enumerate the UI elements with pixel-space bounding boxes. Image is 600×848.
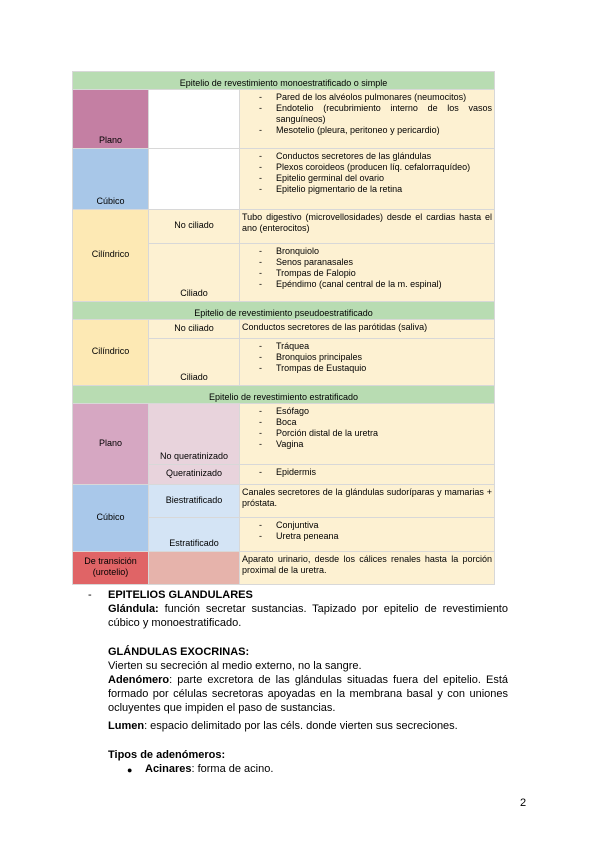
page-number: 2 (520, 797, 527, 809)
bullet-icon: ● (127, 765, 133, 775)
sub-ciliado: Ciliado (149, 339, 240, 386)
type-cilindrico: Cilíndrico (73, 210, 149, 302)
section-title: EPITELIOS GLANDULARES (108, 589, 253, 601)
sub-no-ciliado: No ciliado (149, 320, 240, 339)
glandula-def: función secretar sustancias. Tapizado por epitelio de revestimiento cúbico y monoestratificado. (108, 603, 508, 629)
sub-no-queratinizado: No queratinizado (149, 404, 240, 465)
mono-cil-no-ciliado: Tubo digestivo (microvellosidades) desde el cardias hasta el ano (enterocitos) (240, 210, 495, 244)
list-item: - Conductos secretores de las glándulas (240, 151, 492, 162)
adenomero-def: : parte excretora de las glándulas situadas fuera del epitelio. Está formado por células secretoras apoyadas en la membrana basal y con uniones ocluyentes que impiden el paso de sustancias. (108, 674, 508, 714)
epithelium-table (72, 71, 495, 585)
empty-cell (149, 149, 240, 210)
glandula-paragraph (108, 602, 508, 630)
pseudo-no-ciliado: Conductos secretores de las parótidas (saliva) (240, 320, 495, 339)
estr-no-queratinizado (240, 404, 495, 465)
empty-cell (149, 90, 240, 149)
list-item: - Conjuntiva (240, 520, 492, 531)
section-header-estr: Epitelio de revestimiento estratificado (73, 386, 495, 404)
sub-no-ciliado: No ciliado (149, 210, 240, 244)
acinares-def: : forma de acino. (191, 763, 274, 775)
type-plano-estr: Plano (73, 404, 149, 485)
list-item: - Trompas de Falopio (240, 268, 492, 279)
estr-estratificado (240, 518, 495, 552)
list-item: - Senos paranasales (240, 257, 492, 268)
list-item: - Trompas de Eustaquio (240, 363, 492, 374)
estr-biestratificado: Canales secretores de la glándulas sudoríparas y mamarias + próstata. (240, 485, 495, 518)
exocrinas-title: GLÁNDULAS EXOCRINAS: (108, 646, 250, 658)
list-item: - Mesotelio (pleura, peritoneo y pericardio) (240, 125, 492, 136)
list-item: - Boca (240, 417, 492, 428)
list-item: - Bronquios principales (240, 352, 492, 363)
mono-plano-list (240, 90, 495, 149)
adenomero-paragraph (108, 673, 508, 715)
list-item: - Uretra peneana (240, 531, 492, 542)
sub-biestratificado: Biestratificado (149, 485, 240, 518)
list-item: - Bronquiolo (240, 246, 492, 257)
acinares-item (145, 762, 273, 776)
list-item: - Epitelio germinal del ovario (240, 173, 492, 184)
type-transicion: De transición (urotelio) (73, 552, 149, 585)
adenomero-term: Adenómero (108, 674, 170, 686)
estr-transicion: Aparato urinario, desde los cálices renales hasta la porción proximal de la uretra. (240, 552, 495, 585)
sub-queratinizado: Queratinizado (149, 465, 240, 485)
glandula-term: Glándula: (108, 603, 159, 615)
list-item: - Tráquea (240, 341, 492, 352)
mono-cil-ciliado (240, 244, 495, 302)
type-cilindrico-pseudo: Cilíndrico (73, 320, 149, 386)
acinares-term: Acinares (145, 763, 192, 775)
mono-cubico-list (240, 149, 495, 210)
list-item: - Vagina (240, 439, 492, 450)
section-header-mono: Epitelio de revestimiento monoestratificado o simple (73, 72, 495, 90)
list-item: - Plexos coroideos (producen líq. cefalorraquídeo) (240, 162, 492, 173)
type-plano: Plano (73, 90, 149, 149)
list-item: - Porción distal de la uretra (240, 428, 492, 439)
list-item: - Epidermis (240, 467, 492, 478)
empty-cell (149, 552, 240, 585)
list-item: - Epéndimo (canal central de la m. espinal) (240, 279, 492, 290)
dash-marker: - (88, 589, 92, 601)
section-header-pseudo: Epitelio de revestimiento pseudoestratificado (73, 302, 495, 320)
type-cubico: Cúbico (73, 149, 149, 210)
estr-queratinizado (240, 465, 495, 485)
pseudo-ciliado (240, 339, 495, 386)
list-item: - Pared de los alvéolos pulmonares (neumocitos) (240, 92, 492, 103)
lumen-term: Lumen (108, 720, 145, 732)
sub-ciliado: Ciliado (149, 244, 240, 302)
list-item: - Esófago (240, 406, 492, 417)
list-item: - Endotelio (recubrimiento interno de los vasos sanguíneos) (240, 103, 492, 125)
sub-estratificado: Estratificado (149, 518, 240, 552)
lumen-paragraph (108, 719, 458, 733)
lumen-def: : espacio delimitado por las céls. donde vierten sus secreciones. (144, 720, 458, 732)
type-cubico-estr: Cúbico (73, 485, 149, 552)
exocrinas-line: Vierten su secreción al medio externo, no la sangre. (108, 660, 362, 672)
list-item: - Epitelio pigmentario de la retina (240, 184, 492, 195)
tipos-title: Tipos de adenómeros: (108, 749, 226, 761)
